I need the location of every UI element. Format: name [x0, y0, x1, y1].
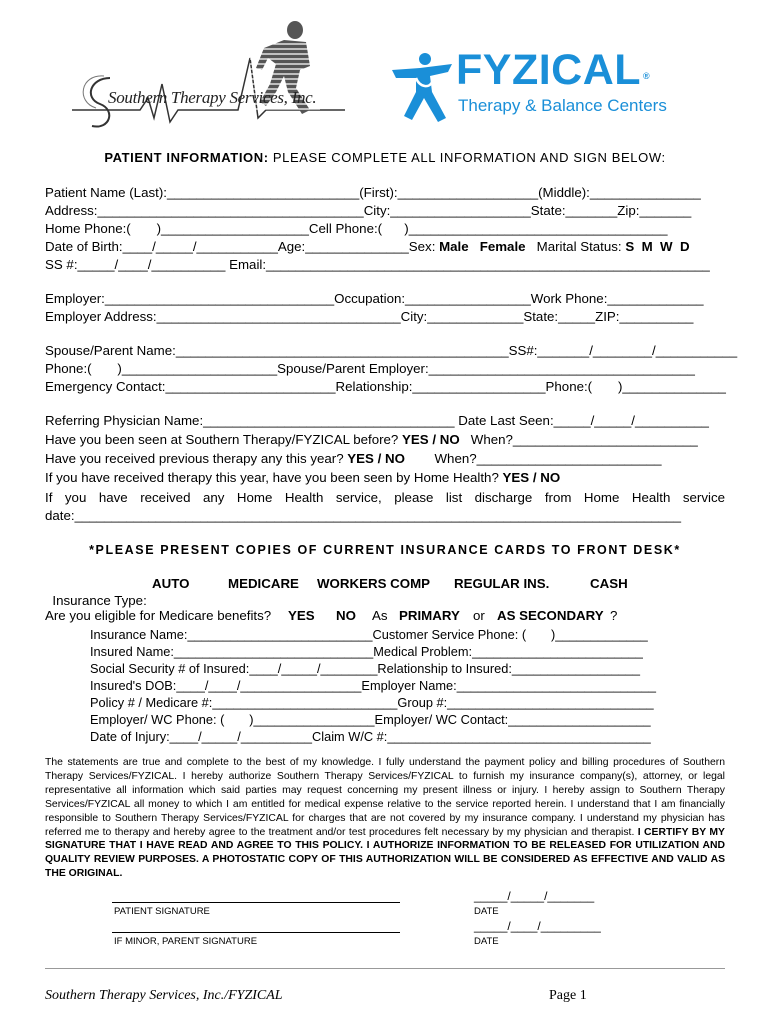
registered-mark: ®	[643, 71, 651, 81]
patient-signature-line[interactable]	[112, 902, 400, 903]
insured-dob-field[interactable]: Insured's DOB:____/____/_________________Employer Name:____________________________	[90, 678, 656, 693]
home-health-question[interactable]	[45, 469, 560, 486]
fyzical-figure-icon	[390, 52, 454, 126]
spouse-phone-field[interactable]: Phone:( )_____________________Spouse/Parent Employer:____________________________________	[45, 361, 695, 376]
marital-status-label: Marital Status:	[525, 239, 626, 254]
policy-number-field[interactable]: Policy # / Medicare #:__________________________Group #:_____________________________	[90, 695, 654, 710]
previous-therapy-no[interactable]: NO	[385, 451, 405, 466]
medicare-as-label: As	[372, 608, 388, 623]
slash: /	[529, 470, 541, 485]
footer-divider	[45, 968, 725, 969]
insured-name-field[interactable]: Insured Name:____________________________Medical Problem:________________________	[90, 644, 643, 659]
insurance-option-regular[interactable]: REGULAR INS.	[454, 576, 550, 591]
seen-before-no[interactable]: NO	[439, 432, 460, 447]
parent-signature-line[interactable]	[112, 932, 400, 933]
medicare-qmark: ?	[610, 608, 618, 623]
insurance-cards-notice: *PLEASE PRESENT COPIES OF CURRENT INSURANCE CARDS TO FRONT DESK*	[89, 543, 681, 557]
referring-physician-field[interactable]: Referring Physician Name:__________________________________ Date Last Seen:_____/_____/__________	[45, 413, 709, 428]
fyzical-wordmark: FYZICAL	[456, 46, 642, 94]
section-title-rest: PLEASE COMPLETE ALL INFORMATION AND SIGN BELOW:	[268, 150, 666, 165]
southern-logo-text: Southern Therapy Services, Inc.	[108, 88, 317, 107]
discharge-date-field[interactable]: date:__________________________________________________________________________________	[45, 508, 681, 523]
medicare-secondary[interactable]: AS SECONDARY	[497, 608, 604, 623]
previous-therapy-when[interactable]: When?_________________________	[404, 451, 662, 466]
fyzical-tagline: Therapy & Balance Centers	[458, 96, 667, 115]
insurance-option-cash[interactable]: CASH	[590, 576, 628, 591]
insurance-option-medicare[interactable]: MEDICARE	[228, 576, 299, 591]
fyzical-brand-name	[456, 46, 650, 94]
employer-field[interactable]: Employer:_______________________________Occupation:_________________Work Phone:_____________	[45, 291, 704, 306]
runner-heartbeat-icon	[70, 18, 350, 138]
authorization-text: The statements are true and complete to the best of my knowledge. I fully understand the payment policy and billing procedures of Southern Therapy Services/FYZICAL. I hereby authorize Southern Therapy Services/FYZICAL to furnish my insurance company(s), attorney, or legal representative all information which said parties may request concerning my present illness or injury. I hereby assign to Southern Therapy Services/FYZICAL all money to which I am entitled for medical expense relative to the service reported herein. I understand that I am financially responsible to Southern Therapy Services/FYZICAL for charges that are not covered by my insurance company. I understand my physician has referred me to therapy and hereby agree to the treatment and/or test procedures felt necessary by my physician and therapist.	[45, 757, 725, 838]
seen-before-question[interactable]	[45, 431, 698, 448]
home-health-no[interactable]: NO	[540, 470, 561, 485]
dob-sex-status-field[interactable]	[45, 238, 690, 255]
previous-therapy-question[interactable]	[45, 450, 662, 467]
marital-status-options[interactable]: S M W D	[625, 239, 690, 254]
dob-age-label: Date of Birth:____/_____/___________Age:______________Sex:	[45, 239, 440, 254]
footer-company: Southern Therapy Services, Inc./FYZICAL	[45, 988, 283, 1003]
ss-email-field[interactable]: SS #:_____/____/__________ Email:____________________________________________________________	[45, 257, 710, 272]
section-title	[0, 150, 770, 165]
parent-date-field[interactable]: _____/____/_________	[474, 919, 601, 933]
spouse-name-field[interactable]: Spouse/Parent Name:_____________________________________________SS#:_______/________/___________	[45, 343, 738, 358]
page-number: Page 1	[549, 988, 587, 1003]
patient-date-field[interactable]: _____/_____/_______	[474, 889, 595, 903]
insurance-name-field[interactable]: Insurance Name:__________________________Customer Service Phone: ( )_____________	[90, 627, 648, 642]
fyzical-logo	[390, 48, 690, 128]
employer-wc-phone-field[interactable]: Employer/ WC Phone: ( )_________________Employer/ WC Contact:____________________	[90, 712, 651, 727]
insurance-option-auto[interactable]: AUTO	[152, 576, 190, 591]
slash: /	[373, 451, 385, 466]
medicare-question: Are you eligible for Medicare benefits?	[45, 608, 272, 623]
medicare-no[interactable]: NO	[336, 608, 356, 623]
parent-date-label: DATE	[474, 936, 499, 947]
section-title-bold: PATIENT INFORMATION:	[104, 150, 269, 165]
authorization-statement	[45, 756, 725, 881]
patient-name-field[interactable]: Patient Name (Last):__________________________(First):___________________(Middle):_______________	[45, 185, 701, 200]
seen-before-when[interactable]: When?_________________________	[459, 432, 698, 447]
insurance-option-workers-comp[interactable]: WORKERS COMP	[317, 576, 431, 591]
seen-before-label: Have you been seen at Southern Therapy/FYZICAL before?	[45, 432, 403, 447]
employer-address-field[interactable]: Employer Address:_________________________________City:_____________State:_____ZIP:__________	[45, 309, 694, 324]
medicare-primary[interactable]: PRIMARY	[399, 608, 460, 623]
seen-before-yes[interactable]: YES	[402, 432, 429, 447]
medicare-yes[interactable]: YES	[288, 608, 315, 623]
sex-options[interactable]: Male Female	[439, 239, 526, 254]
parent-signature-label: IF MINOR, PARENT SIGNATURE	[114, 936, 258, 947]
date-of-injury-field[interactable]: Date of Injury:____/_____/__________Claim W/C #:_____________________________________	[90, 729, 651, 744]
medicare-or-label: or	[473, 608, 485, 623]
patient-signature-label: PATIENT SIGNATURE	[114, 906, 210, 917]
home-health-label: If you have received therapy this year, have you been seen by Home Health?	[45, 470, 503, 485]
insurance-type-label: Insurance Type:	[52, 593, 147, 608]
previous-therapy-yes[interactable]: YES	[347, 451, 374, 466]
southern-therapy-logo	[70, 18, 350, 138]
certification-text: I CERTIFY BY MY SIGNATURE THAT I HAVE READ AND AGREE TO THIS POLICY. I AUTHORIZE INFORMATION TO BE RELEASED FOR UTILIZATION AND QUALITY REVIEW PURPOSES. A PHOTOSTATIC COPY OF THIS AUTHORIZATION WILL BE CONSIDERED AS EFFECTIVE AND VALID AS THE ORIGINAL.	[45, 826, 725, 880]
home-health-discharge-label: If you have received any Home Health service, please list discharge from Home Health service	[45, 490, 725, 505]
phone-field[interactable]: Home Phone:( )____________________Cell Phone:( )___________________________________	[45, 221, 668, 236]
previous-therapy-label: Have you received previous therapy any this year?	[45, 451, 348, 466]
home-health-yes[interactable]: YES	[502, 470, 530, 485]
insurance-type-row[interactable]	[45, 575, 147, 609]
address-field[interactable]: Address:____________________________________City:___________________State:_______Zip:_______	[45, 203, 692, 218]
emergency-contact-field[interactable]: Emergency Contact:_______________________Relationship:__________________Phone:( )______________	[45, 379, 726, 394]
patient-date-label: DATE	[474, 906, 499, 917]
slash: /	[428, 432, 440, 447]
insured-ssn-field[interactable]: Social Security # of Insured:____/_____/________Relationship to Insured:__________________	[90, 661, 640, 676]
